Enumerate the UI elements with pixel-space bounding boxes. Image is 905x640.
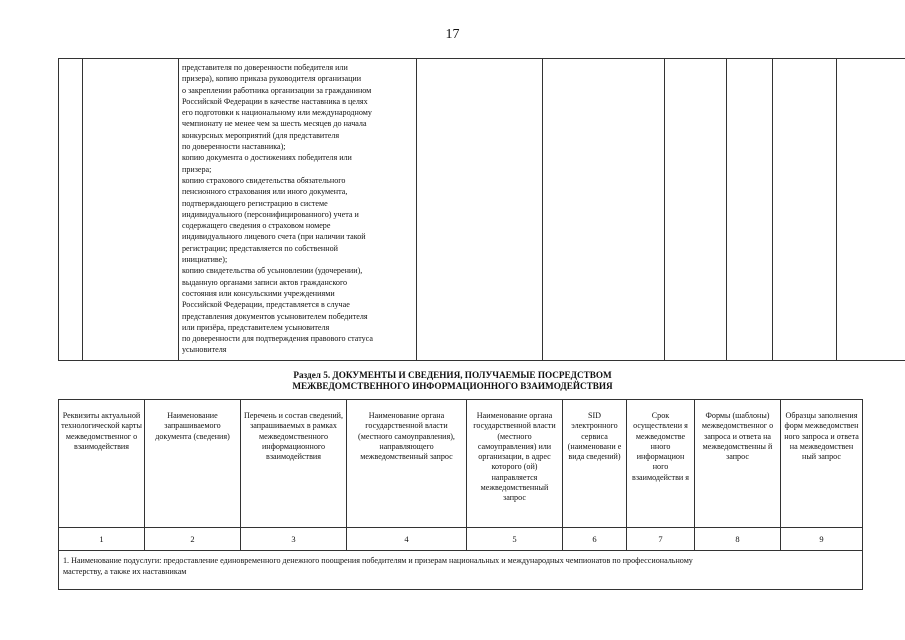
text-line: пенсионного страхования или иного документа, <box>182 187 348 197</box>
text-line: Российской Федерации в качестве наставника в целях <box>182 96 368 106</box>
text-line: призера; <box>182 164 212 174</box>
text-line: представления документов усыновителем победителя <box>182 311 368 321</box>
text-line: по доверенности наставника); <box>182 142 286 152</box>
text-line: усыновителя <box>182 345 227 355</box>
continued-cell-8 <box>773 59 837 361</box>
column-number: 5 <box>467 528 563 551</box>
continued-cell-6 <box>665 59 727 361</box>
text-line: состояния или консульскими учреждениями <box>182 288 335 298</box>
column-number: 2 <box>145 528 241 551</box>
header-row <box>59 400 863 528</box>
header-cell-requisites: Реквизиты актуальной технологической карты межведомственног о взаимодействия <box>59 400 145 528</box>
text-line: копию документа о достижениях победителя или <box>182 153 352 163</box>
subservice-line-1: 1. Наименование подуслуги: предоставление единовременного денежного поощрения победителям и призерам национальных и международных чемпионатов по профессиональному <box>63 556 693 565</box>
subservice-row <box>59 551 863 590</box>
column-number: 1 <box>59 528 145 551</box>
text-line: содержащего сведения о страховом номере <box>182 221 331 231</box>
continued-cell-5 <box>543 59 665 361</box>
subservice-cell <box>59 551 863 590</box>
text-line: по доверенности для подтверждения правового статуса <box>182 334 373 344</box>
page-number: 17 <box>445 27 460 42</box>
text-line: индивидуального лицевого счета (при наличии такой <box>182 232 366 242</box>
column-number-row <box>59 528 863 551</box>
header-cell-forms: Формы (шаблоны) межведомственног о запроса и ответа на межведомственны й запрос <box>695 400 781 528</box>
continued-cell-4 <box>417 59 543 361</box>
section-title-line-2: МЕЖВЕДОМСТВЕННОГО ИНФОРМАЦИОННОГО ВЗАИМОДЕЙСТВИЯ <box>292 381 613 391</box>
text-line: конкурсных мероприятий (для представителя <box>182 130 340 140</box>
text-line: инициативе); <box>182 255 228 265</box>
column-number: 3 <box>241 528 347 551</box>
continued-cell-9 <box>837 59 905 361</box>
continued-documents-text <box>179 59 416 358</box>
text-line: призера), копию приказа руководителя организации <box>182 74 362 84</box>
continued-cell-1 <box>59 59 83 361</box>
header-cell-term: Срок осуществлени я межведомстве нного информацион ного взаимодействи я <box>627 400 695 528</box>
continued-table <box>58 58 905 361</box>
text-line: его подготовки к национальному или международному <box>182 108 372 118</box>
text-line: индивидуального (персонифицированного) учета и <box>182 209 359 219</box>
text-line: копию свидетельства об усыновлении (удочерении), <box>182 266 363 276</box>
header-cell-samples: Образцы заполнения форм межведомствен ного запроса и ответа на межведомствен ный запрос <box>781 400 863 528</box>
text-line: копию страхового свидетельства обязательного <box>182 175 346 185</box>
header-cell-document-name: Наименование запрашиваемого документа (сведения) <box>145 400 241 528</box>
column-number: 8 <box>695 528 781 551</box>
continued-cell-7 <box>727 59 773 361</box>
section5-table <box>58 399 863 590</box>
header-cell-sid: SID электронного сервиса (наименовани е вида сведений) <box>563 400 627 528</box>
text-line: или призёра, представителем усыновителя <box>182 322 330 332</box>
column-number: 9 <box>781 528 863 551</box>
continued-cell-3 <box>179 59 417 361</box>
column-number: 6 <box>563 528 627 551</box>
subservice-line-2: мастерству, а также их наставникам <box>63 567 187 576</box>
text-line: чемпионату не менее чем за шесть месяцев до начала <box>182 119 367 129</box>
section-title-line-1: Раздел 5. ДОКУМЕНТЫ И СВЕДЕНИЯ, ПОЛУЧАЕМЫЕ ПОСРЕДСТВОМ <box>293 370 612 380</box>
text-line: выданную органами записи актов гражданского <box>182 277 348 287</box>
column-number: 4 <box>347 528 467 551</box>
text-line: регистрации; представляется по собственной <box>182 243 338 253</box>
header-cell-requested-info: Перечень и состав сведений, запрашиваемых в рамках межведомственного информационного взаимодействия <box>241 400 347 528</box>
text-line: подтверждающего регистрацию в системе <box>182 198 328 208</box>
column-number: 7 <box>627 528 695 551</box>
text-line: о закреплении работника организации за гражданином <box>182 85 372 95</box>
continued-cell-2 <box>83 59 179 361</box>
text-line: Российской Федерации, представляется в случае <box>182 300 350 310</box>
header-cell-sending-authority: Наименование органа государственной власти (местного самоуправления), направляющего межведомственный запрос <box>347 400 467 528</box>
text-line: представителя по доверенности победителя или <box>182 63 348 72</box>
header-cell-receiving-authority: Наименование органа государственной власти (местного самоуправления) или организации, в адрес которого (ой) направляется межведомственный запрос <box>467 400 563 528</box>
